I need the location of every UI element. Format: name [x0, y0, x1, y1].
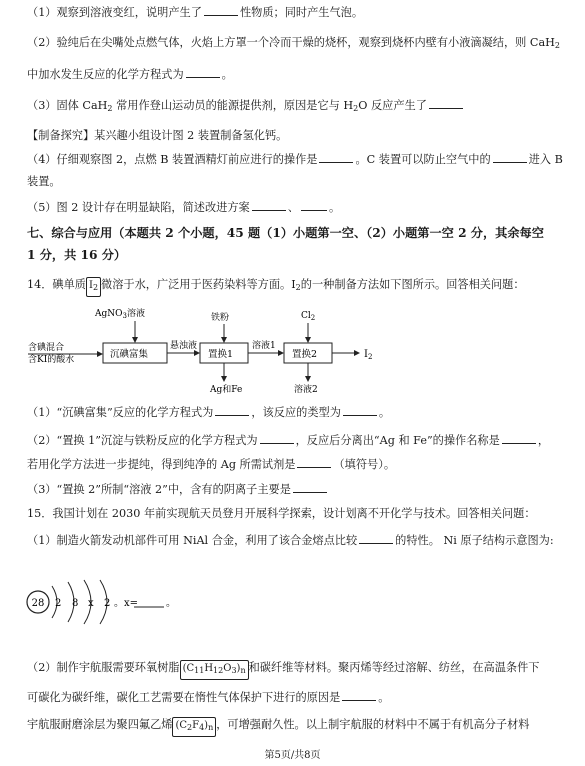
q14-2: （2）“置换 1”沉淀与铁粉反应的化学方程式为 ，反应后分离出“Ag 和 Fe”的操作名称是 ， — [27, 434, 550, 447]
q14-2-cont: 若用化学方法进一步提纯，得到纯净的 Ag 所需试剂是 （填符号）。 — [27, 458, 396, 471]
flow-reagent-2: 铁粉 — [211, 313, 230, 323]
formula-bracket: $(C_{11}H_{12}O_3)_n$ — [180, 660, 249, 680]
q-3: （3）固体 CaH$_2$ 常用作登山运动员的能源提供剂，原因是它与 $H_2O$ 反应产生了 — [27, 97, 465, 117]
flow-box-2-label: 置换1 — [208, 349, 234, 360]
answer-blank — [293, 481, 327, 493]
q-4: （4）仔细观察图 2，点燃 B 装置酒精灯前应进行的操作是 。C 装置可以防止空气中的 进入 B — [27, 153, 563, 166]
section-heading: 七、综合与应用（本题共 2 个小题，45 题（1）小题第一空、（2）小题第一空 2 分，其余每空 — [27, 226, 544, 240]
atom-shell-3: x — [88, 598, 94, 609]
q15-intro: 15．我国计划在 2030 年前实现航天员登月开展科学探索，设计划离不开化学与技术。回答相关问题： — [27, 507, 536, 520]
answer-blank — [342, 689, 376, 701]
q-4-cont: 装置。 — [27, 175, 61, 188]
q-5: （5）图 2 设计存在明显缺陷，简述改进方案 、 。 — [27, 201, 341, 214]
q15-2: （2）制作宇航服需要环氧树脂 $(C_{11}H_{12}O_3)_n$ 和碳纤维等材料。聚丙烯等经过溶解、纺丝，在高温条件下 — [27, 660, 539, 680]
q14-1: （1）“沉碘富集”反应的化学方程式为 ，该反应的类型为 。 — [27, 406, 391, 419]
flow-box-3-label: 置换2 — [292, 349, 318, 360]
flow-product: $I_2$ — [364, 349, 373, 361]
answer-blank — [252, 199, 286, 211]
process-flow-diagram — [20, 306, 440, 394]
flow-reagent-3: $Cl_2$ — [301, 311, 316, 322]
flow-output-3: 溶液2 — [294, 385, 318, 394]
flow-arrow-1-label: 悬浊液 — [170, 341, 198, 351]
section-prep: 【制备探究】某兴趣小组设计图 2 装置制备氢化钙。 — [27, 129, 288, 142]
answer-blank — [429, 97, 463, 109]
formula-bracket: $I_2$ — [86, 277, 101, 297]
flow-box-1-label: 沉碘富集 — [110, 349, 149, 360]
formula-bracket: $(C_2F_4)_n$ — [172, 717, 216, 737]
q-2: （2）验纯后在尖嘴处点燃气体，火焰上方罩一个冷而干燥的烧杯，观察到烧杯内壁有小液滴凝结，则 CaH$_2$ — [27, 36, 561, 50]
flow-reagent-1: AgNO$_3$溶液 — [95, 309, 145, 320]
answer-blank — [215, 404, 249, 416]
answer-blank — [343, 404, 377, 416]
answer-blank — [359, 532, 393, 544]
section-heading-cont: 1 分，共 16 分） — [27, 248, 127, 262]
q-2-cont: 中加水发生反应的化学方程式为 。 — [27, 68, 233, 81]
atom-shell-2: 8 — [72, 598, 79, 609]
answer-blank — [260, 432, 294, 444]
answer-blank — [493, 151, 527, 163]
answer-blank — [297, 456, 331, 468]
q15-3: 宇航服耐磨涂层为聚四氟乙烯 $(C_2F_4)_n$ ，可增强耐久性。以上制宇航服的材料中不属于有机高分子材料 — [27, 717, 529, 737]
q15-1: （1）制造火箭发动机部件可用 NiAl 合金，利用了该合金熔点比较 的特性。 Ni 原子结构示意图为: — [27, 534, 554, 547]
flow-input-1: 含碘混合 — [28, 343, 65, 353]
q15-2-cont: 可碳化为碳纤维，碳化工艺需要在惰性气体保护下进行的原因是 。 — [27, 691, 390, 704]
flow-input-2: 含KI的酸水 — [28, 355, 75, 365]
atom-tail: 。x= — [114, 598, 139, 609]
atom-shell-1: 2 — [55, 598, 62, 609]
q14-intro: 14．碘单质 $I_2$ 微溶于水，广泛用于医药染料等方面。$I_2$的一种制备方法如下图所示。回答相关问题： — [27, 277, 525, 297]
answer-blank — [204, 4, 238, 16]
q-1: （1）观察到溶液变红，说明产生了 性物质；同时产生气泡。 — [27, 6, 364, 19]
answer-blank — [319, 151, 353, 163]
atom-nucleus-label: 28 — [31, 598, 45, 609]
flow-arrow-2-label: 溶液1 — [252, 341, 276, 351]
page-footer: 第5页/共8页 — [264, 750, 321, 761]
flow-output-2: Ag和Fe — [210, 385, 243, 394]
answer-blank — [502, 432, 536, 444]
atom-shell-4: 2 — [104, 598, 111, 609]
answer-blank — [301, 199, 327, 211]
q14-3: （3）“置换 2”所制“溶液 2”中，含有的阴离子主要是 — [27, 481, 329, 498]
answer-blank — [186, 66, 220, 78]
svg-text:。: 。 — [166, 598, 176, 609]
ni-atom-structure-diagram — [22, 578, 192, 626]
